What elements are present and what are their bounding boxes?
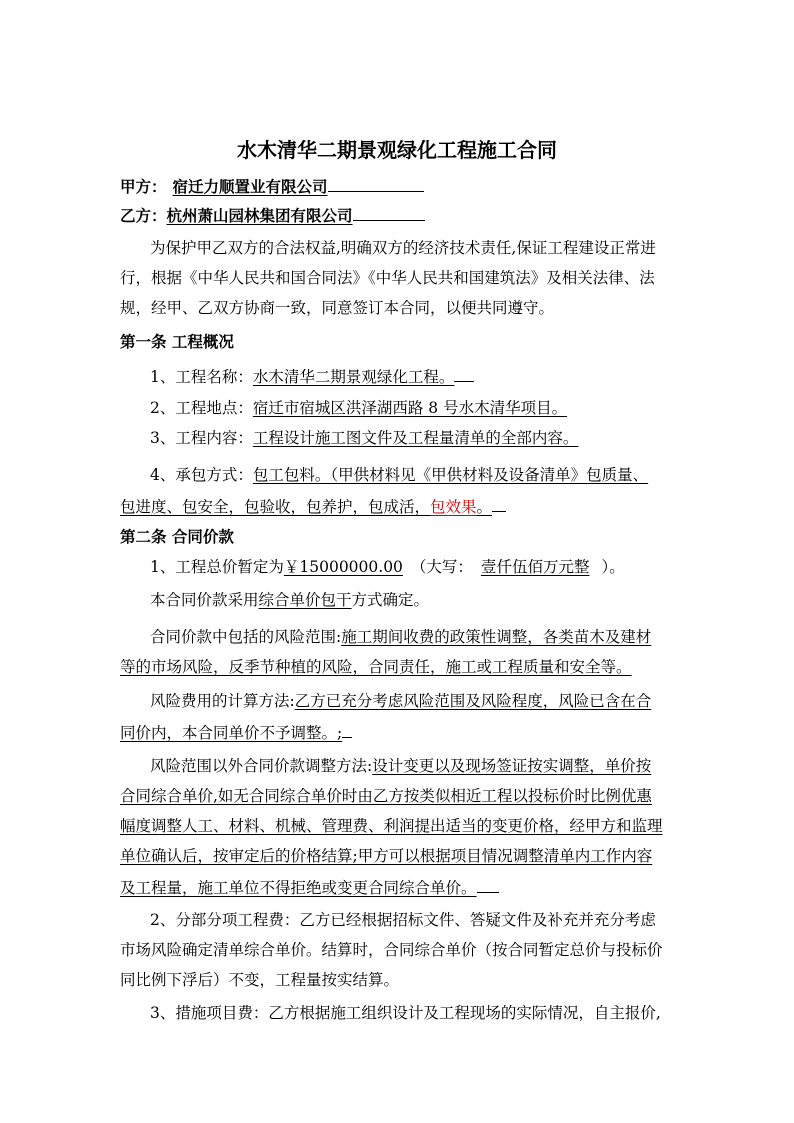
item-4-value-end: 。 <box>476 498 493 516</box>
preamble-line-3: 规，经甲、乙双方协商一致，同意签订本合同，以便共同遵守。 <box>120 299 555 317</box>
party-b-label: 乙方： <box>120 206 167 225</box>
price-amount: ￥15000000.00 <box>283 558 403 576</box>
risk-line-1: 施工期间收费的政策性调整，各类苗木及建材 <box>341 628 652 646</box>
pricing-method-line <box>150 590 429 610</box>
article-1-item-4-cont <box>120 495 506 517</box>
adjust-line-5-text: 及工程量，施工单位不得拒绝或变更合同综合单价。 <box>120 879 477 897</box>
item-3-label: 3、工程内容： <box>150 429 253 447</box>
adjust-label: 风险范围以外合同价款调整方法: <box>150 757 373 775</box>
adjust-line-4-text: 单位确认后，按审定后的价格结算;甲方可以根据项目情况调整清单内工作内容 <box>120 847 653 865</box>
item-3-value: 工程设计施工图文件及工程量清单的全部内容。 <box>252 429 579 447</box>
risk-fee-line-1 <box>150 691 651 711</box>
price-words: 壹仟伍佰万元整 <box>480 558 590 576</box>
item-1-blank <box>454 365 474 382</box>
adjust-line-2 <box>120 786 652 806</box>
riskfee-blank <box>342 721 352 738</box>
adjust-line-4 <box>120 846 652 866</box>
party-b-line <box>120 204 425 226</box>
contract-price-line <box>150 557 625 577</box>
item-1-value: 水木清华二期景观绿化工程。 <box>252 368 455 386</box>
price-end: ）。 <box>601 558 625 576</box>
item-2-line-1: 2、分部分项工程费：乙方已经根据招标文件、答疑文件及补充并充分考虑 <box>150 911 656 929</box>
item-3-line-1: 3、措施项目费：乙方根据施工组织设计及工程现场的实际情况，自主报价, <box>150 1004 661 1022</box>
adjust-line-1-text: 设计变更以及现场签证按实调整，单价按 <box>372 757 652 775</box>
preamble-line-1: 为保护甲乙双方的合法权益,明确双方的经济技术责任,保证工程建设正常进 <box>150 239 656 257</box>
party-b-name: 杭州萧山园林集团有限公司 <box>166 206 353 225</box>
item-1-label: 1、工程名称： <box>150 368 253 386</box>
item-4-value-line-1: 包工包料。（甲供材料见《甲供材料及设备清单》包质量、 <box>252 466 649 484</box>
adjust-blank <box>477 876 499 893</box>
item-2-line-2: 市场风险确定清单综合单价。结算时，合同综合单价（按合同暂定总价与投标价 <box>120 941 663 959</box>
document-title: 水木清华二期景观绿化工程施工合同 <box>237 138 557 162</box>
risk-line-2: 等的市场风险，反季节种植的风险，合同责任，施工或工程质量和安全等。 <box>120 658 632 676</box>
riskfee-line-2: 同价内，本合同单价不予调整。; <box>120 724 343 742</box>
party-a-blank <box>328 175 424 192</box>
article-1-item-3 <box>150 428 578 448</box>
article-2-heading: 第二条 合同价款 <box>120 527 234 546</box>
article-1-item-4 <box>150 465 648 485</box>
adjust-line-1 <box>150 756 651 776</box>
price-prefix: 1、工程总价暂定为 <box>150 558 284 576</box>
article-1-item-1 <box>150 365 474 387</box>
party-a-line <box>120 175 424 197</box>
item-2-label: 2、工程地点： <box>150 399 253 417</box>
price-mid: （大写： <box>410 558 473 576</box>
adjust-line-3 <box>120 816 663 836</box>
item-4-value-red: 包效果 <box>430 498 477 516</box>
adjust-line-5 <box>120 876 499 898</box>
method-value: 综合单价包干 <box>258 591 352 609</box>
article-1-item-2 <box>150 398 567 418</box>
risk-scope-line-1 <box>150 627 651 647</box>
method-suffix: 方式确定。 <box>351 591 430 609</box>
adjust-line-3-text: 幅度调整人工、材料、机械、管理费、利润提出适当的变更价格，经甲方和监理 <box>120 817 663 835</box>
riskfee-label: 风险费用的计算方法: <box>150 692 295 710</box>
item-4-label: 4、承包方式： <box>150 466 253 484</box>
party-b-blank <box>353 204 425 221</box>
article-1-heading: 第一条 工程概况 <box>120 332 234 351</box>
method-prefix: 本合同价款采用 <box>150 591 259 609</box>
risk-scope-line-2 <box>120 657 632 677</box>
item-2-line-3: 同比例下浮后）不变，工程量按实结算。 <box>120 971 400 989</box>
risk-fee-line-2 <box>120 721 352 743</box>
item-4-blank <box>492 495 506 512</box>
risk-label: 合同价款中包括的风险范围: <box>150 628 342 646</box>
party-a-label: 甲方： <box>120 177 167 196</box>
riskfee-line-1: 乙方已充分考虑风险范围及风险程度，风险已含在合 <box>294 692 652 710</box>
item-4-value-line-2: 包进度、包安全，包验收，包养护，包成活， <box>120 498 431 516</box>
party-a-name: 宿迁力顺置业有限公司 <box>172 177 328 196</box>
item-2-value: 宿迁市宿城区洪泽湖西路 8 号水木清华项目。 <box>252 399 568 417</box>
preamble-line-2: 行，根据《中华人民共和国合同法》《中华人民共和国建筑法》及相关法律、法 <box>120 269 655 287</box>
adjust-line-2-text: 合同综合单价,如无合同综合单价时由乙方按类似相近工程以投标价时比例优惠 <box>120 787 652 805</box>
